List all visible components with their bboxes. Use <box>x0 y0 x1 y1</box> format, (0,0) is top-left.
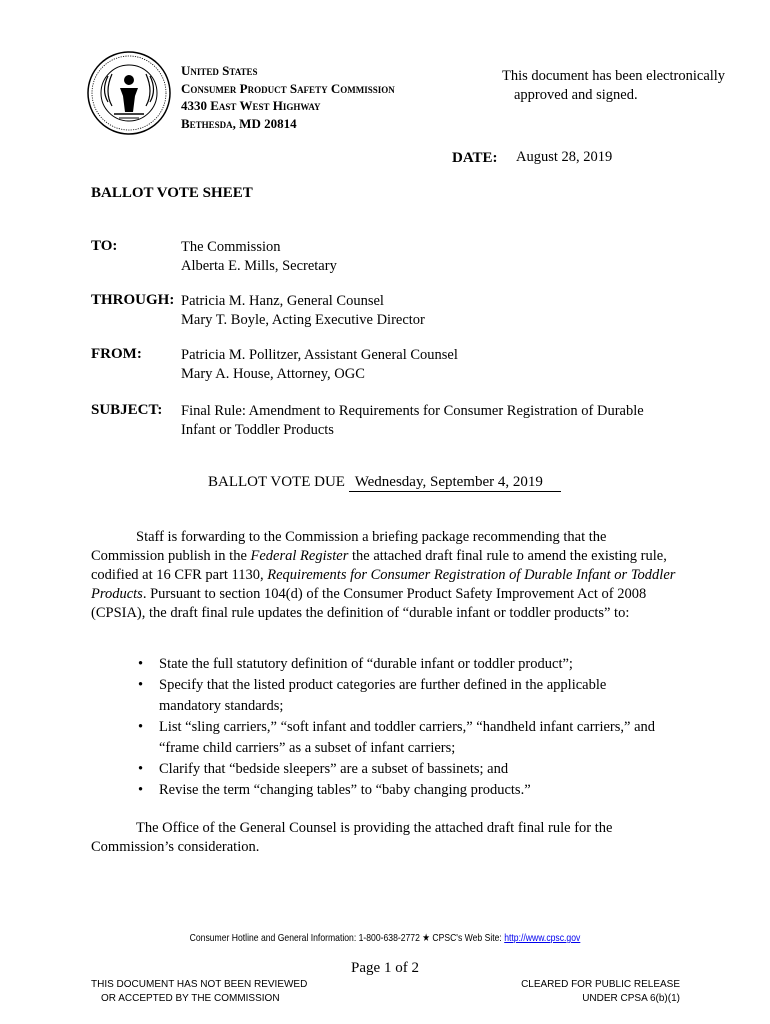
signed-notice-line-2: approved and signed. <box>514 87 638 103</box>
org-line-2: Consumer Product Safety Commission <box>181 80 395 96</box>
agency-address-block <box>181 62 395 132</box>
p1-text-a: Staff is forwarding to the Commission a briefing package recommending that the Commission publish in the <box>91 529 607 564</box>
hotline-footer <box>69 932 700 944</box>
review-disclaimer <box>91 978 307 1005</box>
subject-line-2: Infant or Toddler Products <box>181 422 334 438</box>
page-number: Page 1 of 2 <box>351 960 419 976</box>
p1-federal-register: Federal Register <box>250 548 349 564</box>
signed-notice-line-1: This document has been electronically <box>502 68 726 84</box>
through-label: THROUGH: <box>91 292 175 308</box>
subject-label: SUBJECT: <box>91 402 163 418</box>
review-disclaimer-line-2: OR ACCEPTED BY THE COMMISSION <box>101 992 280 1004</box>
list-item: • Clarify that “bedside sleepers” are a subset of bassinets; and <box>138 759 658 780</box>
body-paragraph-2 <box>91 819 681 857</box>
public-release-line-2: UNDER CPSA 6(b)(1) <box>582 992 680 1004</box>
to-label: TO: <box>91 238 118 254</box>
ballot-vote-due <box>208 474 561 492</box>
date-label: DATE: <box>452 150 498 166</box>
address-line-1: 4330 East West Highway <box>181 98 321 113</box>
to-value <box>181 238 701 276</box>
website-link[interactable]: http://www.cpsc.gov <box>504 932 581 944</box>
list-item: • Revise the term “changing tables” to “baby changing products.” <box>138 780 658 801</box>
ballot-due-value: Wednesday, September 4, 2019 <box>349 474 561 492</box>
date-value: August 28, 2019 <box>516 149 613 165</box>
document-title: BALLOT VOTE SHEET <box>91 185 253 201</box>
address-line-2: Bethesda, MD 20814 <box>181 115 297 131</box>
body-paragraph-1 <box>91 528 681 623</box>
from-value <box>181 346 701 384</box>
list-item: • State the full statutory definition of “durable infant or toddler product”; <box>138 654 658 675</box>
definition-bullet-list <box>138 654 658 801</box>
subject-value <box>181 402 701 440</box>
review-disclaimer-line-1: THIS DOCUMENT HAS NOT BEEN REVIEWED <box>91 979 308 990</box>
p1-text-c: the attached draft final rule to amend the existing rule, codified at 16 CFR part 1130, <box>91 548 667 583</box>
from-label: FROM: <box>91 346 142 362</box>
through-value <box>181 292 701 330</box>
electronic-signature-notice <box>502 67 725 105</box>
list-item: • List “sling carriers,” “soft infant and toddler carriers,” “handheld infant carriers,” and “frame child carriers” as a subset of infant carriers; <box>138 717 658 759</box>
from-line-1: Patricia M. Pollitzer, Assistant General Counsel <box>181 347 458 363</box>
to-line-2: Alberta E. Mills, Secretary <box>181 258 337 274</box>
cpsc-seal-logo <box>86 50 172 136</box>
ballot-due-label: BALLOT VOTE DUE <box>208 474 345 490</box>
p2-text: The Office of the General Counsel is providing the attached draft final rule for the Commission’s consideration. <box>91 820 613 855</box>
list-item: • Specify that the listed product categories are further defined in the applicable mandatory standards; <box>138 675 658 717</box>
public-release-notice <box>521 978 680 1005</box>
hotline-text: Consumer Hotline and General Information: 1-800-638-2772 ★ CPSC's Web Site: <box>189 932 505 944</box>
p1-text-e: . Pursuant to section 104(d) of the Consumer Product Safety Improvement Act of 2008 (CPSIA), the draft final rule updates the definition of “durable infant or toddler products” to: <box>91 586 647 621</box>
to-line-1: The Commission <box>181 239 281 255</box>
subject-line-1: Final Rule: Amendment to Requirements for Consumer Registration of Durable <box>181 403 644 419</box>
through-line-2: Mary T. Boyle, Acting Executive Director <box>181 312 425 328</box>
from-line-2: Mary A. House, Attorney, OGC <box>181 366 365 382</box>
p1-rule-title: Requirements for Consumer Registration of Durable Infant or Toddler Products <box>91 567 676 602</box>
public-release-line-1: CLEARED FOR PUBLIC RELEASE <box>521 979 680 990</box>
through-line-1: Patricia M. Hanz, General Counsel <box>181 293 384 309</box>
org-line-1: United States <box>181 63 258 78</box>
